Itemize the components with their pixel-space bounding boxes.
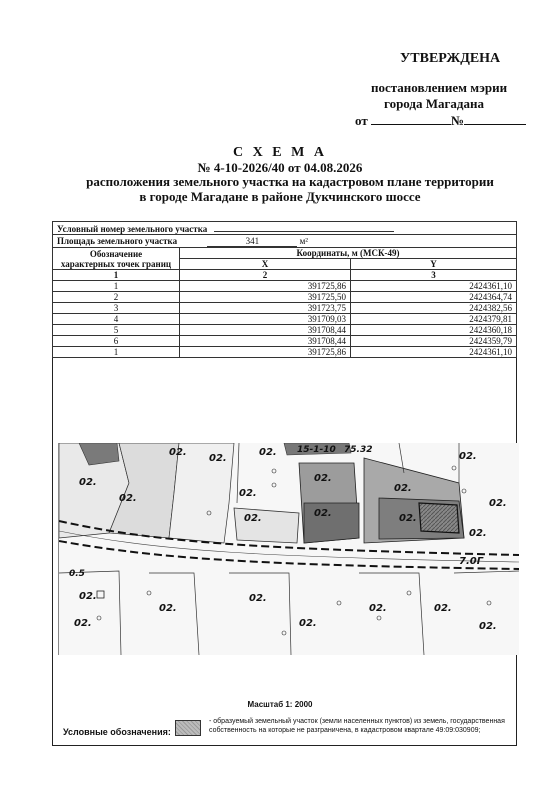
designation-header	[53, 248, 180, 270]
top-parcel-value: 75.32	[344, 445, 373, 455]
map-label: 02.	[259, 447, 277, 458]
point-cell: 4	[53, 314, 180, 325]
map-label: 02.	[249, 593, 267, 604]
index-cell: 2	[180, 270, 351, 281]
area-value: 341	[207, 236, 297, 247]
cadastral-map	[58, 443, 519, 655]
number-sign: №	[450, 113, 465, 128]
top-parcel-label: 15-1-10	[297, 445, 336, 455]
map-drawing	[59, 443, 519, 655]
table-row	[53, 303, 517, 314]
map-label: 02.	[244, 513, 262, 524]
coords-header: Координаты, м (МСК-49)	[180, 248, 517, 259]
road-label: 7.0Г	[459, 556, 484, 567]
designation-header-line2: характерных точек границ	[60, 258, 172, 269]
table-row	[53, 314, 517, 325]
cond-number-blank	[214, 223, 394, 232]
scale-label: Масштаб 1: 2000	[247, 700, 313, 709]
map-label: 02.	[119, 493, 137, 504]
point-cell: 3	[53, 303, 180, 314]
resolution-line-2: города Магадана	[384, 96, 485, 111]
point-cell: 5	[53, 325, 180, 336]
area-label: Площадь земельного участка	[57, 235, 178, 246]
area-unit: м²	[299, 235, 308, 246]
table-row	[53, 270, 517, 281]
area-cell	[53, 235, 517, 248]
map-label: 02.	[74, 618, 92, 629]
scheme-subtitle-1: расположения земельного участка на кадастровом плане территории	[86, 174, 494, 189]
map-label: 02.	[159, 603, 177, 614]
x-cell: 391723,75	[180, 303, 351, 314]
map-label: 02.	[314, 473, 332, 484]
date-blank	[371, 112, 451, 125]
point-cell: 1	[53, 281, 180, 292]
map-label: 02.	[209, 453, 227, 464]
y-cell: 2424379,81	[351, 314, 517, 325]
y-cell: 2424359,79	[351, 336, 517, 347]
map-square-marker	[97, 591, 104, 598]
x-cell: 391725,86	[180, 281, 351, 292]
resolution-line-1: постановлением мэрии	[371, 80, 508, 95]
table-row	[53, 235, 517, 248]
scheme-subtitle-2: в городе Магадане в районе Дукчинского шоссе	[139, 189, 421, 204]
table-row	[53, 292, 517, 303]
scheme-number: № 4-10-2026/40 от 04.08.2026	[197, 160, 363, 175]
y-cell: 2424361,10	[351, 347, 517, 358]
y-cell: 2424382,56	[351, 303, 517, 314]
map-label: 02.	[79, 591, 97, 602]
x-cell: 391725,86	[180, 347, 351, 358]
cond-number-cell	[53, 222, 517, 235]
cond-number-label: Условный номер земельного участка	[57, 223, 208, 234]
point-cell: 6	[53, 336, 180, 347]
table-row	[53, 248, 517, 259]
table-row	[53, 347, 517, 358]
number-blank	[464, 112, 526, 125]
map-label: 02.	[369, 603, 387, 614]
resolution-date-row	[355, 112, 525, 129]
road-edge-bottom	[59, 541, 519, 569]
legend-text: - образуемый земельный участок (земли населенных пунктов) из земель, государственная собственность на которые не разграничена, в кадастровом квартале 49:09:030909;	[209, 718, 505, 734]
table-row	[53, 325, 517, 336]
map-label: 02.	[459, 451, 477, 462]
index-cell: 1	[53, 270, 180, 281]
legend-swatch	[175, 720, 201, 736]
x-cell: 391709,03	[180, 314, 351, 325]
designation-header-line1: Обозначение	[89, 248, 143, 259]
date-prefix: от	[355, 113, 368, 128]
index-cell: 3	[351, 270, 517, 281]
y-cell: 2424361,10	[351, 281, 517, 292]
approved-heading: УТВЕРЖДЕНА	[400, 51, 501, 66]
x-header: X	[180, 259, 351, 270]
map-label: 02.	[239, 488, 257, 499]
coordinates-table	[52, 221, 517, 358]
scheme-title: С Х Е М А	[233, 145, 327, 160]
x-cell: 391708,44	[180, 325, 351, 336]
map-label: 02.	[394, 483, 412, 494]
x-cell: 391708,44	[180, 336, 351, 347]
y-header: Y	[351, 259, 517, 270]
map-label: 02.	[399, 513, 417, 524]
point-cell: 2	[53, 292, 180, 303]
map-label: 02.	[469, 528, 487, 539]
left-value-label: 0.5	[69, 569, 85, 579]
table-row	[53, 281, 517, 292]
x-cell: 391725,50	[180, 292, 351, 303]
y-cell: 2424360,18	[351, 325, 517, 336]
map-label: 02.	[314, 508, 332, 519]
point-cell: 1	[53, 347, 180, 358]
legend-label: Условные обозначения:	[63, 727, 171, 737]
map-label: 02.	[79, 477, 97, 488]
map-label: 02.	[169, 447, 187, 458]
target-parcel	[419, 503, 459, 533]
table-row	[53, 222, 517, 235]
y-cell: 2424364,74	[351, 292, 517, 303]
map-label: 02.	[299, 618, 317, 629]
table-row	[53, 336, 517, 347]
map-label: 02.	[434, 603, 452, 614]
map-label: 02.	[489, 498, 507, 509]
map-label: 02.	[479, 621, 497, 632]
